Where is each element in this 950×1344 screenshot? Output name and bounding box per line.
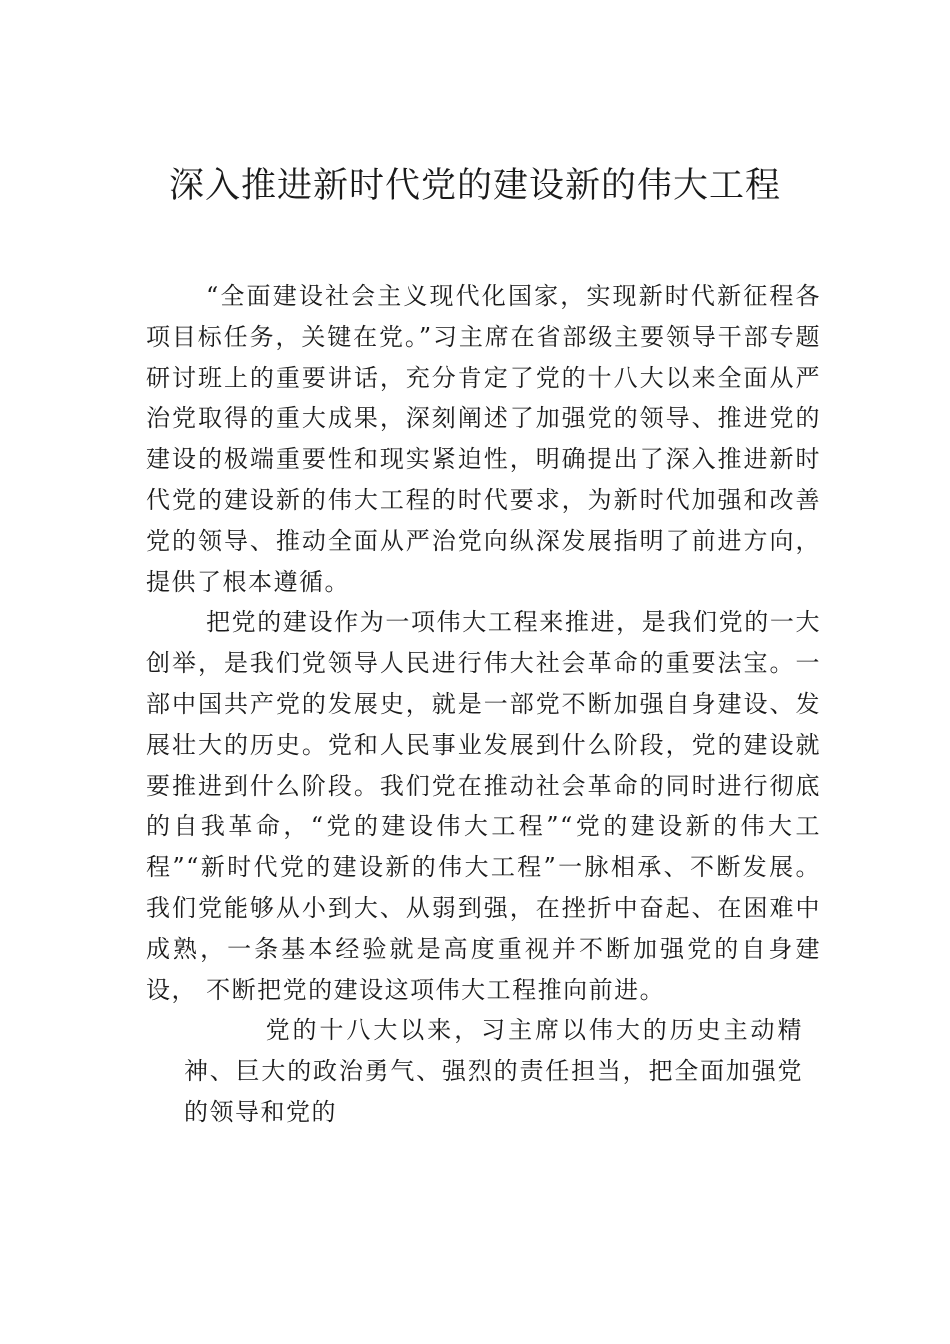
document-body xyxy=(146,276,821,1133)
paragraph-3: 党的十八大以来，习主席以伟大的历史主动精神、巨大的政治勇气、强烈的责任担当，把全面加强党的领导和党的 xyxy=(184,1016,803,1126)
paragraph-1: “全面建设社会主义现代化国家，实现新时代新征程各项目标任务，关键在党。”习主席在省部级主要领导干部专题研讨班上的重要讲话，充分肯定了党的十八大以来全面从严治党取得的重大成果，深刻阐述了加强党的领导、推进党的建设的极端重要性和现实紧迫性，明确提出了深入推进新时代党的建设新的伟大工程的时代要求，为新时代加强和改善党的领导、推动全面从严治党向纵深发展指明了前进方向， 提供了根本遵循。 xyxy=(146,282,821,596)
document-title: 深入推进新时代党的建设新的伟大工程 xyxy=(168,166,781,206)
paragraph-2: 把党的建设作为一项伟大工程来推进，是我们党的一大创举，是我们党领导人民进行伟大社会革命的重要法宝。一部中国共产党的发展史，就是一部党不断加强自身建设、发展壮大的历史。党和人民事业发展到什么阶段，党的建设就要推进到什么阶段。我们党在推动社会革命的同时进行彻底的自我革命，“党的建设伟大工程”“党的建设新的伟大工程”“新时代党的建设新的伟大工程”一脉相承、不断发展。我们党能够从小到大、从弱到强，在挫折中奋起、在困难中成熟，一条基本经验就是高度重视并不断加强党的自身建设， 不断把党的建设这项伟大工程推向前进。 xyxy=(146,608,821,1004)
